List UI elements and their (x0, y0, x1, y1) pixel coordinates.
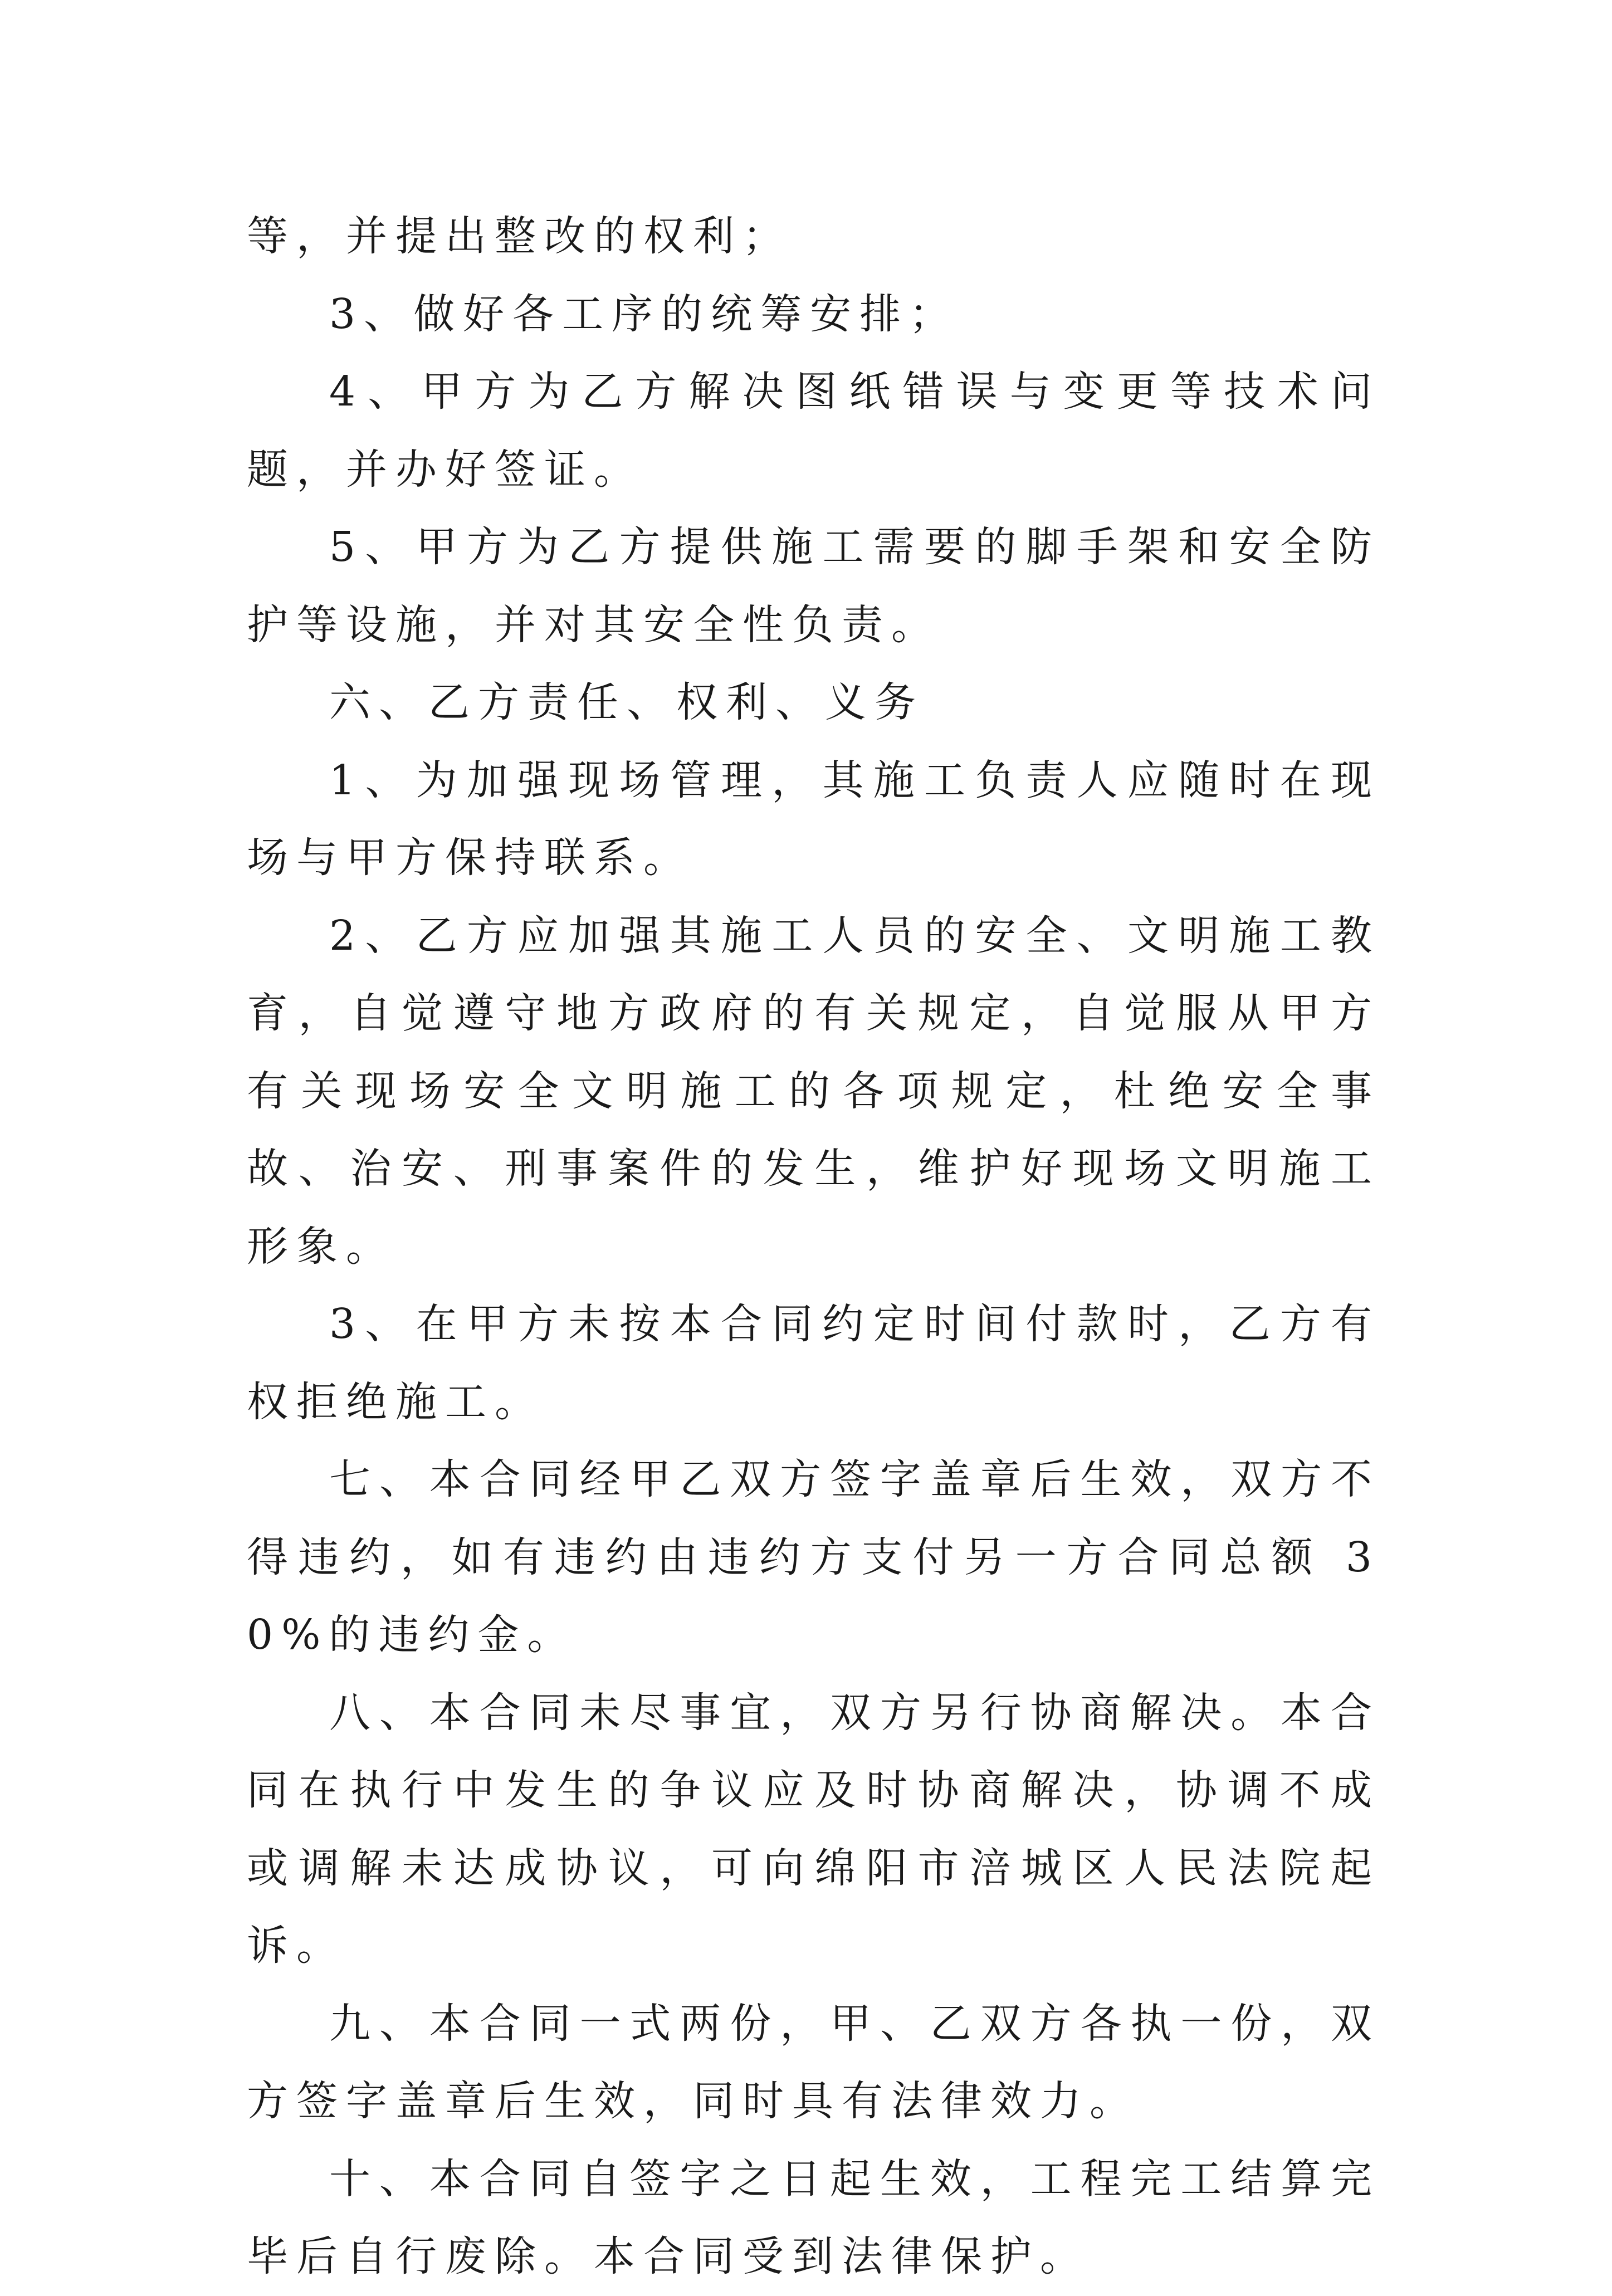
paragraph-item-5: 5、甲方为乙方提供施工需要的脚手架和安全防护等设施，并对其安全性负责。 (247, 523, 1380, 649)
paragraph-six-item-3: 3、在甲方未按本合同约定时间付款时，乙方有权拒绝施工。 (247, 1300, 1380, 1426)
paragraph-clause-seven: 七、本合同经甲乙双方签字盖章后生效，双方不得违约，如有违约由违约方支付另一方合同总额 30%的违约金。 (247, 1455, 1380, 1659)
paragraph-clause-eight: 八、本合同未尽事宜，双方另行协商解决。本合同在执行中发生的争议应及时协商解决，协调不成或调解未达成协议，可向绵阳市涪城区人民法院起诉。 (247, 1688, 1380, 1970)
paragraph-rights-continuation: 等，并提出整改的权利； (247, 212, 792, 260)
paragraph-item-4: 4、甲方为乙方解决图纸错误与变更等技术问题，并办好签证。 (247, 368, 1380, 494)
paragraph-clause-ten: 十、本合同自签字之日起生效，工程完工结算完毕后自行废除。本合同受到法律保护。 (247, 2155, 1380, 2280)
paragraph-item-3: 3、做好各工序的统筹安排； (329, 290, 959, 338)
section-heading-six: 六、乙方责任、权利、义务 (329, 678, 924, 726)
paragraph-six-item-1: 1、为加强现场管理，其施工负责人应随时在现场与甲方保持联系。 (247, 756, 1380, 882)
paragraph-six-item-2: 2、乙方应加强其施工人员的安全、文明施工教育，自觉遵守地方政府的有关规定，自觉服从甲方有关现场安全文明施工的各项规定，杜绝安全事故、治安、刑事案件的发生，维护好现场文明施工形象。 (247, 911, 1380, 1271)
document-body (247, 198, 1380, 2296)
paragraph-clause-nine: 九、本合同一式两份，甲、乙双方各执一份，双方签字盖章后生效，同时具有法律效力。 (247, 1999, 1380, 2125)
